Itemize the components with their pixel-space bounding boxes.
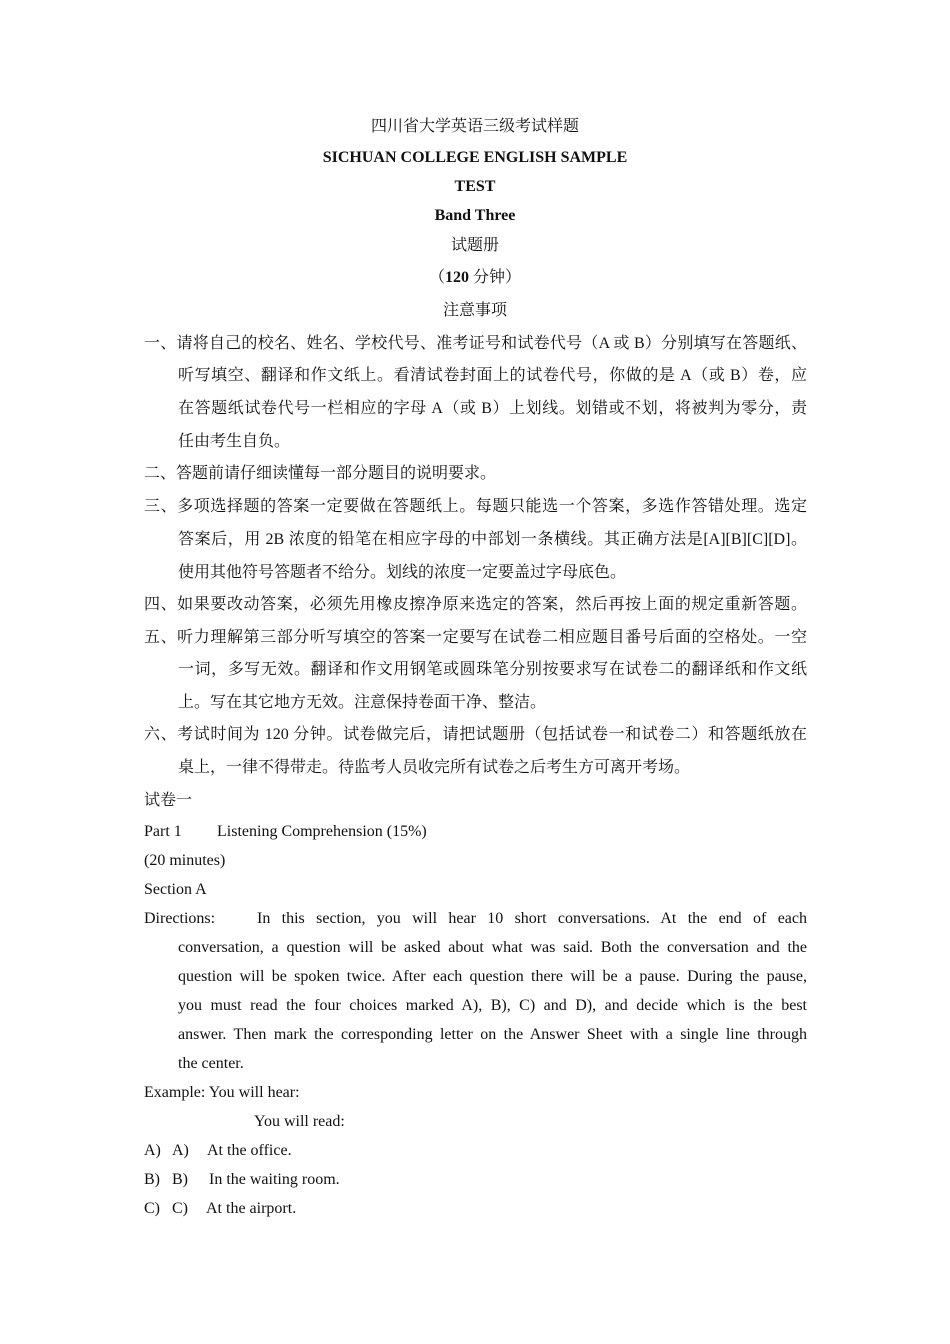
- directions-line-6: the center.: [178, 1055, 244, 1072]
- band-label: Band Three: [434, 207, 516, 224]
- instruction-1-line-1: 一、请将自己的校名、姓名、学校代号、准考证号和试卷代号（A 或 B）分别填写在答题纸、: [144, 335, 807, 352]
- section-heading: Section A: [144, 881, 207, 898]
- directions-line-3: question will be spoken twice. After each question there will be a pause. During the pause,: [178, 968, 807, 985]
- directions-label: Directions:: [144, 910, 216, 927]
- instruction-1-line-2: 听写填空、翻译和作文纸上。看清试卷封面上的试卷代号，你做的是 A（或 B）卷，应: [178, 367, 807, 384]
- instruction-1-line-3: 在答题纸试卷代号一栏相应的字母 A（或 B）上划线。划错或不划，将被判为零分，责: [178, 400, 807, 417]
- title-english-line2: TEST: [454, 178, 496, 195]
- option-b-inner-letter: B): [172, 1171, 188, 1188]
- instruction-4: 四、如果要改动答案，必须先用橡皮擦净原来选定的答案，然后再按上面的规定重新答题。: [144, 596, 807, 613]
- option-c-text: At the airport.: [206, 1200, 297, 1217]
- option-a-inner-letter: A): [172, 1142, 189, 1159]
- example-hear: Example: You will hear:: [144, 1084, 300, 1101]
- notice-heading: 注意事项: [442, 302, 507, 319]
- instruction-2: 二、答题前请仔细读懂每一部分题目的说明要求。: [144, 465, 497, 482]
- directions-line-4: you must read the four choices marked A), B), C) and D), and decide which is the best: [178, 997, 807, 1014]
- title-english-line1: SICHUAN COLLEGE ENGLISH SAMPLE: [322, 149, 628, 166]
- part-number: Part 1: [144, 823, 182, 840]
- duration-number: 120: [445, 269, 469, 286]
- part-title: Listening Comprehension (15%): [217, 823, 427, 840]
- title-chinese: 四川省大学英语三级考试样题: [370, 118, 579, 135]
- instruction-5-line-1: 五、听力理解第三部分听写填空的答案一定要写在试卷二相应题目番号后面的空格处。一空: [144, 629, 807, 646]
- instruction-3-line-3: 使用其他符号答题者不给分。划线的浓度一定要盖过字母底色。: [178, 564, 627, 581]
- example-read: You will read:: [254, 1113, 345, 1130]
- paper-label: 试卷一: [144, 792, 193, 809]
- instruction-3-line-2: 答案后，用 2B 浓度的铅笔在相应字母的中部划一条横线。其正确方法是[A][B][C][D]。: [178, 531, 807, 548]
- option-c-inner-letter: C): [172, 1200, 188, 1217]
- duration-open: （: [428, 269, 445, 286]
- instruction-5-line-2: 一词，多写无效。翻译和作文用钢笔或圆珠笔分别按要求写在试卷二的翻译纸和作文纸: [178, 661, 807, 678]
- instruction-6-line-2: 桌上，一律不得带走。待监考人员收完所有试卷之后考生方可离开考场。: [178, 759, 691, 776]
- instruction-3-line-1: 三、多项选择题的答案一定要做在答题纸上。每题只能选一个答案，多选作答错处理。选定: [144, 498, 807, 515]
- part-minutes: (20 minutes): [144, 852, 226, 869]
- directions-line-2: conversation, a question will be asked about what was said. Both the conversation and the: [178, 939, 807, 956]
- option-a-outer-letter: A): [144, 1142, 161, 1159]
- instruction-1-line-4: 任由考生自负。: [178, 433, 291, 450]
- instruction-6-line-1: 六、考试时间为 120 分钟。试卷做完后，请把试题册（包括试卷一和试卷二）和答题纸放在: [144, 726, 807, 743]
- directions-line-1: In this section, you will hear 10 short conversations. At the end of each: [257, 910, 807, 927]
- instruction-5-line-3: 上。写在其它地方无效。注意保持卷面干净、整洁。: [178, 694, 547, 711]
- duration-close: 分钟）: [469, 269, 522, 286]
- option-a-text: At the office.: [207, 1142, 292, 1159]
- duration-label: [0, 268, 950, 288]
- option-b-text: In the waiting room.: [209, 1171, 340, 1188]
- option-b-outer-letter: B): [144, 1171, 160, 1188]
- directions-line-5: answer. Then mark the corresponding letter on the Answer Sheet with a single line through: [178, 1026, 807, 1043]
- booklet-label: 试题册: [450, 237, 499, 254]
- option-c-outer-letter: C): [144, 1200, 160, 1217]
